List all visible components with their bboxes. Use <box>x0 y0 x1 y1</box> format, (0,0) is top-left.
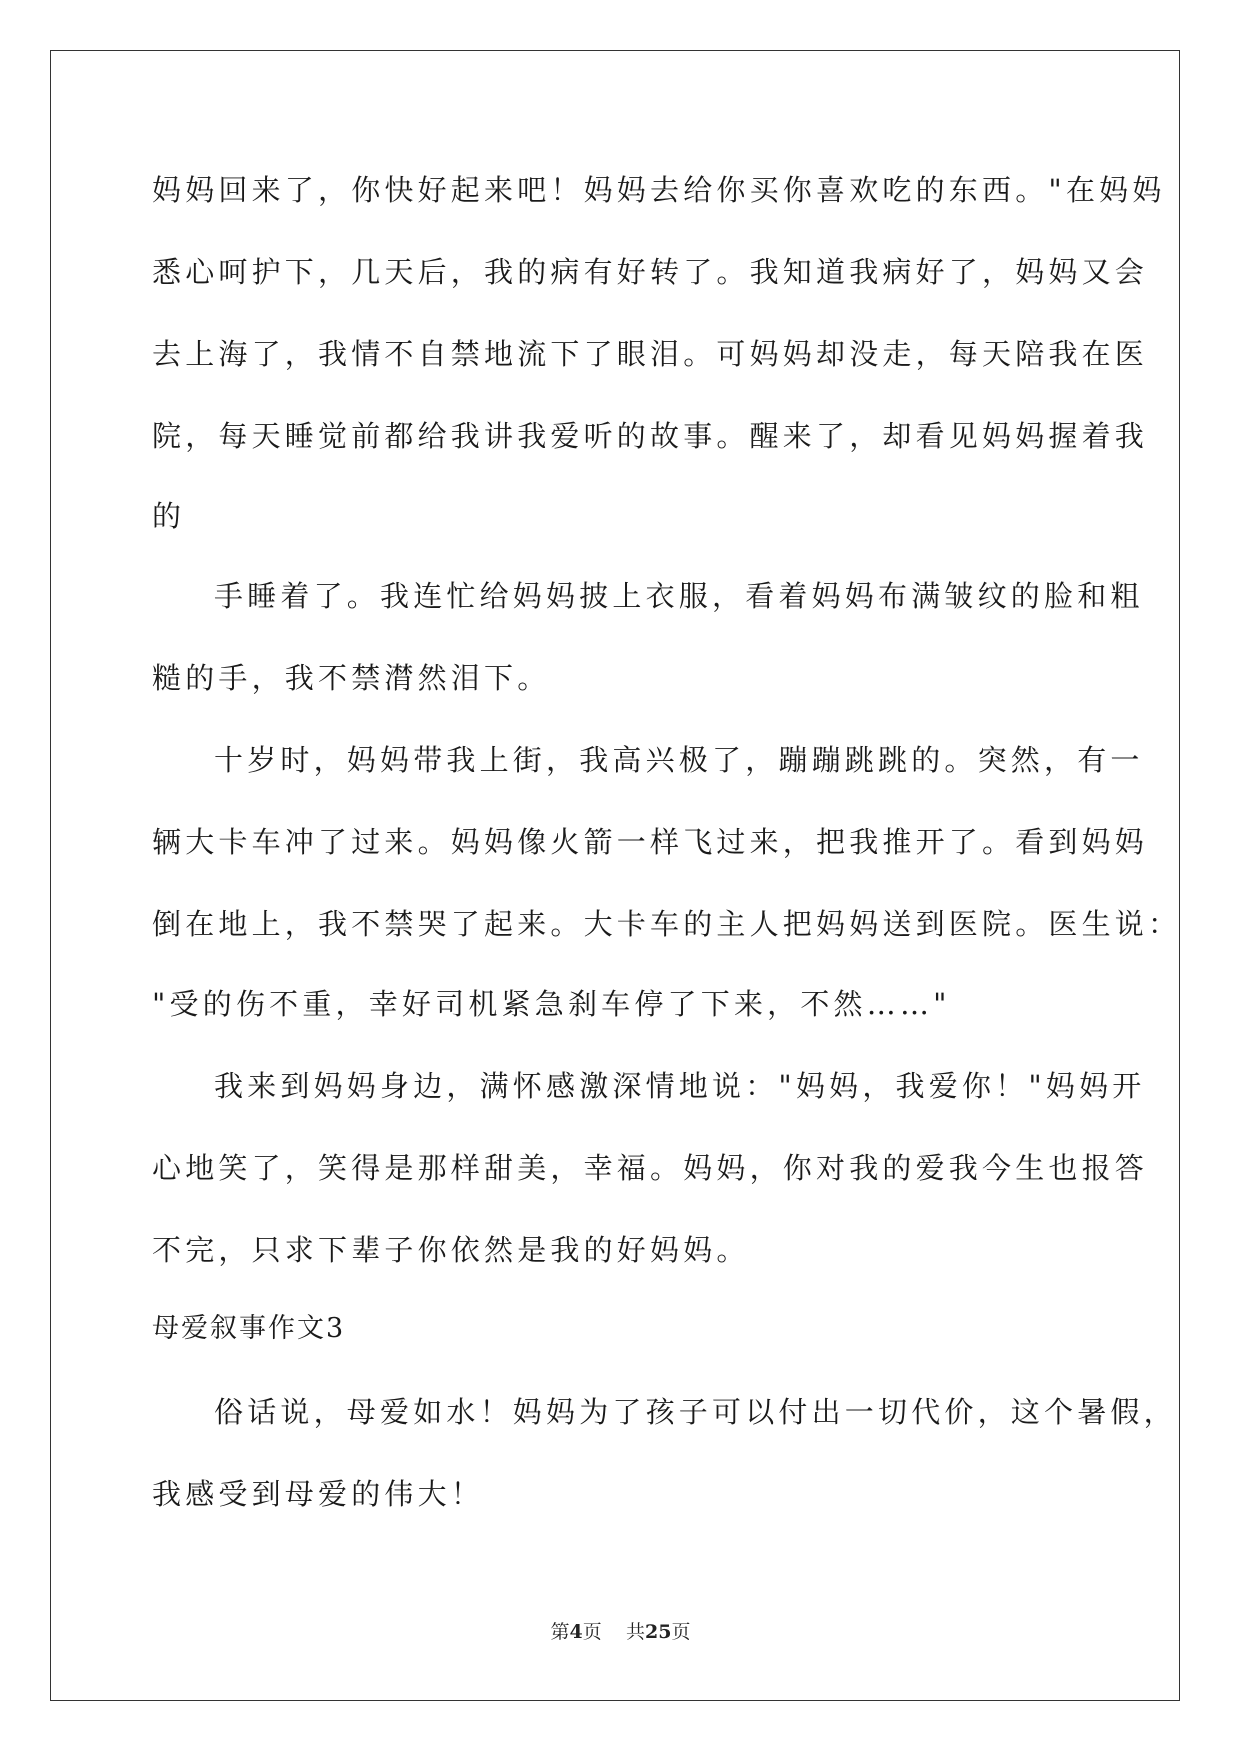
total-suffix: 页 <box>671 1621 691 1643</box>
body-text-line: 的 <box>152 499 186 533</box>
body-text-line: 我感受到母爱的伟大！ <box>152 1477 485 1511</box>
body-text-line: 心地笑了，笑得是那样甜美，幸福。妈妈，你对我的爱我今生也报答 <box>152 1151 1149 1185</box>
page-prefix: 第 <box>550 1621 570 1643</box>
page-border <box>50 50 1180 1701</box>
total-prefix: 共 <box>625 1621 645 1643</box>
body-text-line: "受的伤不重，幸好司机紧急刹车停了下来，不然……" <box>152 987 951 1021</box>
body-text-line: 院，每天睡觉前都给我讲我爱听的故事。醒来了，却看见妈妈握着我 <box>152 419 1149 453</box>
paragraph-first-line: 我来到妈妈身边，满怀感激深情地说："妈妈，我爱你！"妈妈开 <box>214 1069 1146 1103</box>
body-text-line: 倒在地上，我不禁哭了起来。大卡车的主人把妈妈送到医院。医生说： <box>152 907 1182 941</box>
body-text-line: 妈妈回来了，你快好起来吧！妈妈去给你买你喜欢吃的东西。"在妈妈 <box>152 173 1166 207</box>
section-heading: 母爱叙事作文3 <box>152 1313 346 1344</box>
total-pages: 25 <box>644 1621 672 1643</box>
body-text-line: 悉心呵护下，几天后，我的病有好转了。我知道我病好了，妈妈又会 <box>152 255 1149 289</box>
paragraph-first-line: 俗话说，母爱如水！妈妈为了孩子可以付出一切代价，这个暑假， <box>214 1395 1177 1429</box>
page-footer <box>0 1620 1241 1644</box>
body-text-line: 辆大卡车冲了过来。妈妈像火箭一样飞过来，把我推开了。看到妈妈 <box>152 825 1149 859</box>
page-number: 4 <box>569 1621 583 1643</box>
body-text-line: 不完，只求下辈子你依然是我的好妈妈。 <box>152 1233 750 1267</box>
body-text-line: 去上海了，我情不自禁地流下了眼泪。可妈妈却没走，每天陪我在医 <box>152 337 1149 371</box>
paragraph-first-line: 十岁时，妈妈带我上街，我高兴极了，蹦蹦跳跳的。突然，有一 <box>214 743 1144 777</box>
paragraph-first-line: 手睡着了。我连忙给妈妈披上衣服，看着妈妈布满皱纹的脸和粗 <box>214 579 1144 613</box>
body-text-line: 糙的手，我不禁潸然泪下。 <box>152 661 551 695</box>
page-suffix: 页 <box>582 1621 602 1643</box>
